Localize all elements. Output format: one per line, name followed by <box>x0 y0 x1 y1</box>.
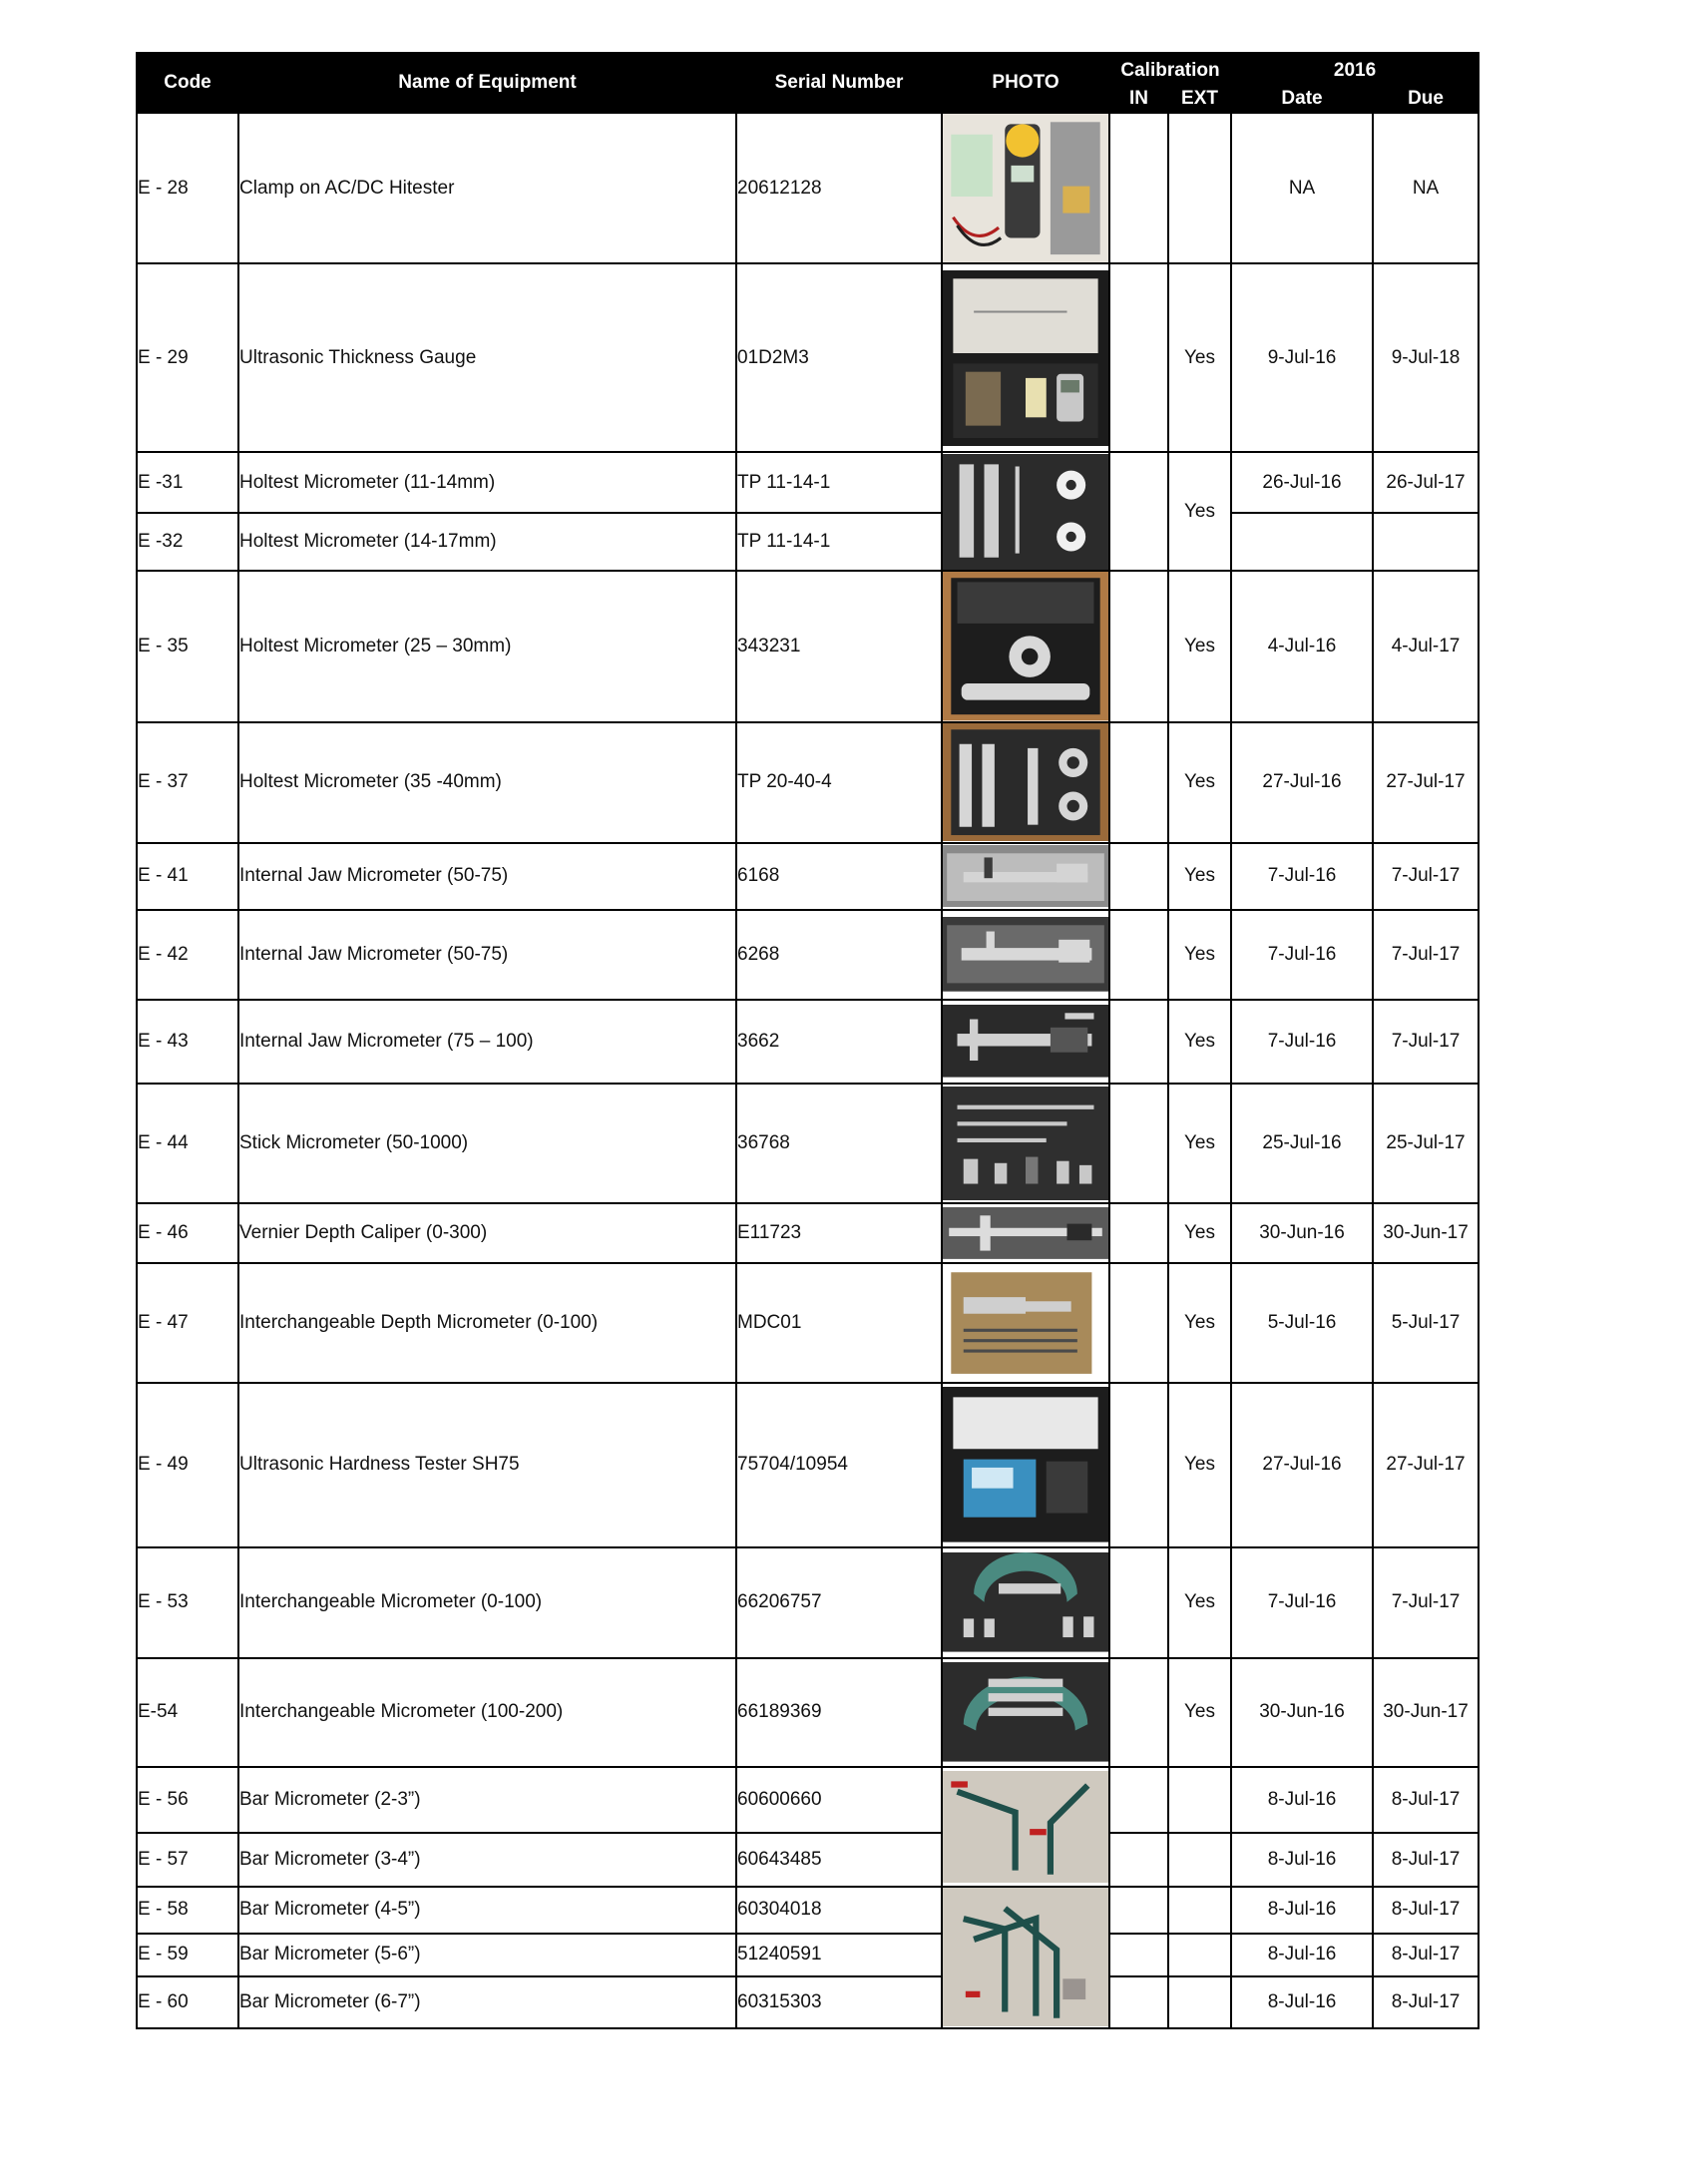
cell-photo <box>942 722 1109 843</box>
table-row <box>137 910 1479 1000</box>
cell-code: E - 59 <box>137 1934 238 1976</box>
cell-code: E - 58 <box>137 1887 238 1934</box>
holtest-micrometer-25-30-photo <box>943 572 1108 720</box>
cell-name: Bar Micrometer (4-5”) <box>238 1887 736 1934</box>
cell-serial: 6268 <box>736 910 942 1000</box>
cell-serial: 66189369 <box>736 1658 942 1767</box>
table-row <box>137 1767 1479 1833</box>
holtest-micrometer-35-40-photo <box>943 723 1108 841</box>
table-row <box>137 1203 1479 1263</box>
cell-due: 5-Jul-17 <box>1373 1263 1479 1383</box>
internal-jaw-micrometer-75-100-photo <box>943 1005 1108 1078</box>
cell-serial: 36768 <box>736 1084 942 1203</box>
cell-photo <box>942 1263 1109 1383</box>
header-in: IN <box>1109 85 1168 113</box>
cell-code: E -31 <box>137 452 238 513</box>
header-calibration: Calibration <box>1109 53 1231 85</box>
header-code: Code <box>137 53 238 113</box>
cell-ext: Yes <box>1168 1658 1231 1767</box>
cell-in <box>1109 1263 1168 1383</box>
cell-code: E - 44 <box>137 1084 238 1203</box>
cell-photo <box>942 1767 1109 1887</box>
bar-micrometer-2-4-photo <box>943 1771 1108 1883</box>
cell-due: 26-Jul-17 <box>1373 452 1479 513</box>
cell-date: NA <box>1231 113 1373 263</box>
cell-photo <box>942 571 1109 721</box>
cell-in <box>1109 1934 1168 1976</box>
table-row <box>137 1976 1479 2028</box>
header-name: Name of Equipment <box>238 53 736 113</box>
cell-ext: Yes <box>1168 843 1231 910</box>
cell-due <box>1373 513 1479 571</box>
cell-serial: 51240591 <box>736 1934 942 1976</box>
cell-photo <box>942 263 1109 452</box>
internal-jaw-micrometer-50-75-photo-b <box>943 917 1108 992</box>
cell-ext: Yes <box>1168 1000 1231 1084</box>
cell-ext: Yes <box>1168 1084 1231 1203</box>
cell-date: 7-Jul-16 <box>1231 1000 1373 1084</box>
cell-due: 27-Jul-17 <box>1373 722 1479 843</box>
cell-serial: E11723 <box>736 1203 942 1263</box>
table-row <box>137 722 1479 843</box>
cell-ext: Yes <box>1168 1203 1231 1263</box>
cell-code: E - 49 <box>137 1383 238 1547</box>
table-row <box>137 843 1479 910</box>
cell-name: Internal Jaw Micrometer (50-75) <box>238 910 736 1000</box>
cell-ext: Yes <box>1168 452 1231 571</box>
cell-in <box>1109 571 1168 721</box>
cell-due: 8-Jul-17 <box>1373 1767 1479 1833</box>
cell-date: 7-Jul-16 <box>1231 910 1373 1000</box>
cell-due: 7-Jul-17 <box>1373 910 1479 1000</box>
cell-name: Holtest Micrometer (11-14mm) <box>238 452 736 513</box>
cell-due: 7-Jul-17 <box>1373 1000 1479 1084</box>
cell-in <box>1109 1383 1168 1547</box>
cell-code: E - 43 <box>137 1000 238 1084</box>
cell-date: 8-Jul-16 <box>1231 1887 1373 1934</box>
cell-due: 7-Jul-17 <box>1373 1547 1479 1658</box>
cell-ext <box>1168 1934 1231 1976</box>
cell-in <box>1109 722 1168 843</box>
cell-serial: 60643485 <box>736 1833 942 1887</box>
cell-due: 4-Jul-17 <box>1373 571 1479 721</box>
cell-ext <box>1168 1887 1231 1934</box>
cell-date: 8-Jul-16 <box>1231 1934 1373 1976</box>
cell-ext: Yes <box>1168 263 1231 452</box>
cell-date <box>1231 513 1373 571</box>
cell-ext: Yes <box>1168 571 1231 721</box>
cell-photo <box>942 1887 1109 2028</box>
equipment-table <box>136 52 1480 2029</box>
cell-name: Clamp on AC/DC Hitester <box>238 113 736 263</box>
table-row <box>137 1383 1479 1547</box>
cell-due: 8-Jul-17 <box>1373 1833 1479 1887</box>
cell-in <box>1109 1084 1168 1203</box>
cell-name: Bar Micrometer (5-6”) <box>238 1934 736 1976</box>
table-header <box>137 53 1479 113</box>
cell-name: Bar Micrometer (2-3”) <box>238 1767 736 1833</box>
cell-serial: 60304018 <box>736 1887 942 1934</box>
cell-date: 7-Jul-16 <box>1231 1547 1373 1658</box>
cell-name: Ultrasonic Hardness Tester SH75 <box>238 1383 736 1547</box>
table-row <box>137 513 1479 571</box>
table-row <box>137 1547 1479 1658</box>
cell-code: E - 42 <box>137 910 238 1000</box>
table-row <box>137 452 1479 513</box>
cell-serial: TP 11-14-1 <box>736 513 942 571</box>
cell-photo <box>942 1000 1109 1084</box>
cell-ext: Yes <box>1168 910 1231 1000</box>
cell-serial: 6168 <box>736 843 942 910</box>
cell-date: 4-Jul-16 <box>1231 571 1373 721</box>
cell-photo <box>942 910 1109 1000</box>
cell-date: 8-Jul-16 <box>1231 1833 1373 1887</box>
table-row <box>137 263 1479 452</box>
cell-code: E - 57 <box>137 1833 238 1887</box>
cell-code: E -32 <box>137 513 238 571</box>
cell-photo <box>942 843 1109 910</box>
cell-code: E - 46 <box>137 1203 238 1263</box>
cell-serial: 20612128 <box>736 113 942 263</box>
cell-name: Interchangeable Depth Micrometer (0-100) <box>238 1263 736 1383</box>
stick-micrometer-case-photo <box>943 1087 1108 1200</box>
cell-name: Interchangeable Micrometer (0-100) <box>238 1547 736 1658</box>
depth-micrometer-box-photo <box>943 1266 1108 1380</box>
cell-name: Vernier Depth Caliper (0-300) <box>238 1203 736 1263</box>
header-serial: Serial Number <box>736 53 942 113</box>
cell-name: Holtest Micrometer (14-17mm) <box>238 513 736 571</box>
cell-name: Stick Micrometer (50-1000) <box>238 1084 736 1203</box>
cell-date: 8-Jul-16 <box>1231 1976 1373 2028</box>
cell-name: Bar Micrometer (6-7”) <box>238 1976 736 2028</box>
cell-due: 8-Jul-17 <box>1373 1976 1479 2028</box>
cell-name: Holtest Micrometer (25 – 30mm) <box>238 571 736 721</box>
table-row <box>137 1084 1479 1203</box>
cell-in <box>1109 1887 1168 1934</box>
table-row <box>137 1263 1479 1383</box>
cell-serial: 75704/10954 <box>736 1383 942 1547</box>
cell-date: 7-Jul-16 <box>1231 843 1373 910</box>
cell-code: E - 41 <box>137 843 238 910</box>
cell-due: 30-Jun-17 <box>1373 1658 1479 1767</box>
cell-name: Bar Micrometer (3-4”) <box>238 1833 736 1887</box>
cell-serial: 66206757 <box>736 1547 942 1658</box>
cell-photo <box>942 1084 1109 1203</box>
table-row <box>137 1833 1479 1887</box>
cell-in <box>1109 843 1168 910</box>
cell-serial: 60315303 <box>736 1976 942 2028</box>
cell-photo <box>942 1383 1109 1547</box>
cell-code: E-54 <box>137 1658 238 1767</box>
cell-due: 27-Jul-17 <box>1373 1383 1479 1547</box>
cell-code: E - 56 <box>137 1767 238 1833</box>
cell-code: E - 37 <box>137 722 238 843</box>
cell-due: 8-Jul-17 <box>1373 1934 1479 1976</box>
internal-jaw-micrometer-50-75-photo-a <box>943 845 1108 907</box>
header-photo: PHOTO <box>942 53 1109 113</box>
cell-ext: Yes <box>1168 1263 1231 1383</box>
cell-serial: TP 20-40-4 <box>736 722 942 843</box>
header-date: Date <box>1231 85 1373 113</box>
cell-code: E - 28 <box>137 113 238 263</box>
cell-serial: 01D2M3 <box>736 263 942 452</box>
cell-date: 5-Jul-16 <box>1231 1263 1373 1383</box>
cell-due: 25-Jul-17 <box>1373 1084 1479 1203</box>
cell-in <box>1109 1000 1168 1084</box>
cell-ext <box>1168 113 1231 263</box>
cell-date: 30-Jun-16 <box>1231 1203 1373 1263</box>
cell-name: Ultrasonic Thickness Gauge <box>238 263 736 452</box>
cell-date: 9-Jul-16 <box>1231 263 1373 452</box>
cell-serial: TP 11-14-1 <box>736 452 942 513</box>
cell-code: E - 35 <box>137 571 238 721</box>
cell-date: 27-Jul-16 <box>1231 1383 1373 1547</box>
cell-code: E - 29 <box>137 263 238 452</box>
cell-date: 8-Jul-16 <box>1231 1767 1373 1833</box>
interchangeable-micrometer-100-200-photo <box>943 1662 1108 1762</box>
table-row <box>137 1887 1479 1934</box>
cell-due: 9-Jul-18 <box>1373 263 1479 452</box>
interchangeable-micrometer-0-100-photo <box>943 1552 1108 1652</box>
cell-in <box>1109 1203 1168 1263</box>
cell-ext: Yes <box>1168 1547 1231 1658</box>
vernier-depth-caliper-photo <box>943 1207 1108 1259</box>
cell-photo <box>942 1547 1109 1658</box>
cell-code: E - 60 <box>137 1976 238 2028</box>
cell-name: Internal Jaw Micrometer (75 – 100) <box>238 1000 736 1084</box>
thickness-gauge-case-photo <box>943 270 1108 446</box>
cell-date: 30-Jun-16 <box>1231 1658 1373 1767</box>
cell-due: 7-Jul-17 <box>1373 843 1479 910</box>
cell-name: Interchangeable Micrometer (100-200) <box>238 1658 736 1767</box>
cell-serial: 60600660 <box>736 1767 942 1833</box>
cell-serial: 343231 <box>736 571 942 721</box>
cell-in <box>1109 1976 1168 2028</box>
clamp-meter-kit-photo <box>943 114 1108 262</box>
cell-photo <box>942 113 1109 263</box>
cell-name: Internal Jaw Micrometer (50-75) <box>238 843 736 910</box>
cell-in <box>1109 1767 1168 1833</box>
header-ext: EXT <box>1168 85 1231 113</box>
cell-serial: 3662 <box>736 1000 942 1084</box>
cell-due: 30-Jun-17 <box>1373 1203 1479 1263</box>
table-row <box>137 113 1479 263</box>
cell-due: NA <box>1373 113 1479 263</box>
cell-in <box>1109 910 1168 1000</box>
holtest-micrometer-11-17-photo <box>943 454 1108 570</box>
cell-photo <box>942 1203 1109 1263</box>
cell-in <box>1109 113 1168 263</box>
cell-code: E - 47 <box>137 1263 238 1383</box>
ultrasonic-hardness-tester-case-photo <box>943 1387 1108 1542</box>
cell-code: E - 53 <box>137 1547 238 1658</box>
cell-date: 27-Jul-16 <box>1231 722 1373 843</box>
cell-photo <box>942 1658 1109 1767</box>
cell-due: 8-Jul-17 <box>1373 1887 1479 1934</box>
cell-in <box>1109 452 1168 571</box>
table-body <box>137 113 1479 2028</box>
table-row <box>137 571 1479 721</box>
header-year: 2016 <box>1231 53 1479 85</box>
header-due: Due <box>1373 85 1479 113</box>
table-row <box>137 1000 1479 1084</box>
cell-in <box>1109 1658 1168 1767</box>
cell-date: 25-Jul-16 <box>1231 1084 1373 1203</box>
cell-in <box>1109 1547 1168 1658</box>
cell-in <box>1109 1833 1168 1887</box>
cell-date: 26-Jul-16 <box>1231 452 1373 513</box>
cell-serial: MDC01 <box>736 1263 942 1383</box>
cell-ext <box>1168 1767 1231 1833</box>
cell-photo <box>942 452 1109 571</box>
cell-ext: Yes <box>1168 1383 1231 1547</box>
bar-micrometer-4-7-photo <box>943 1888 1108 2026</box>
cell-in <box>1109 263 1168 452</box>
cell-ext <box>1168 1833 1231 1887</box>
cell-ext: Yes <box>1168 722 1231 843</box>
table-row <box>137 1658 1479 1767</box>
cell-name: Holtest Micrometer (35 -40mm) <box>238 722 736 843</box>
cell-ext <box>1168 1976 1231 2028</box>
table-row <box>137 1934 1479 1976</box>
